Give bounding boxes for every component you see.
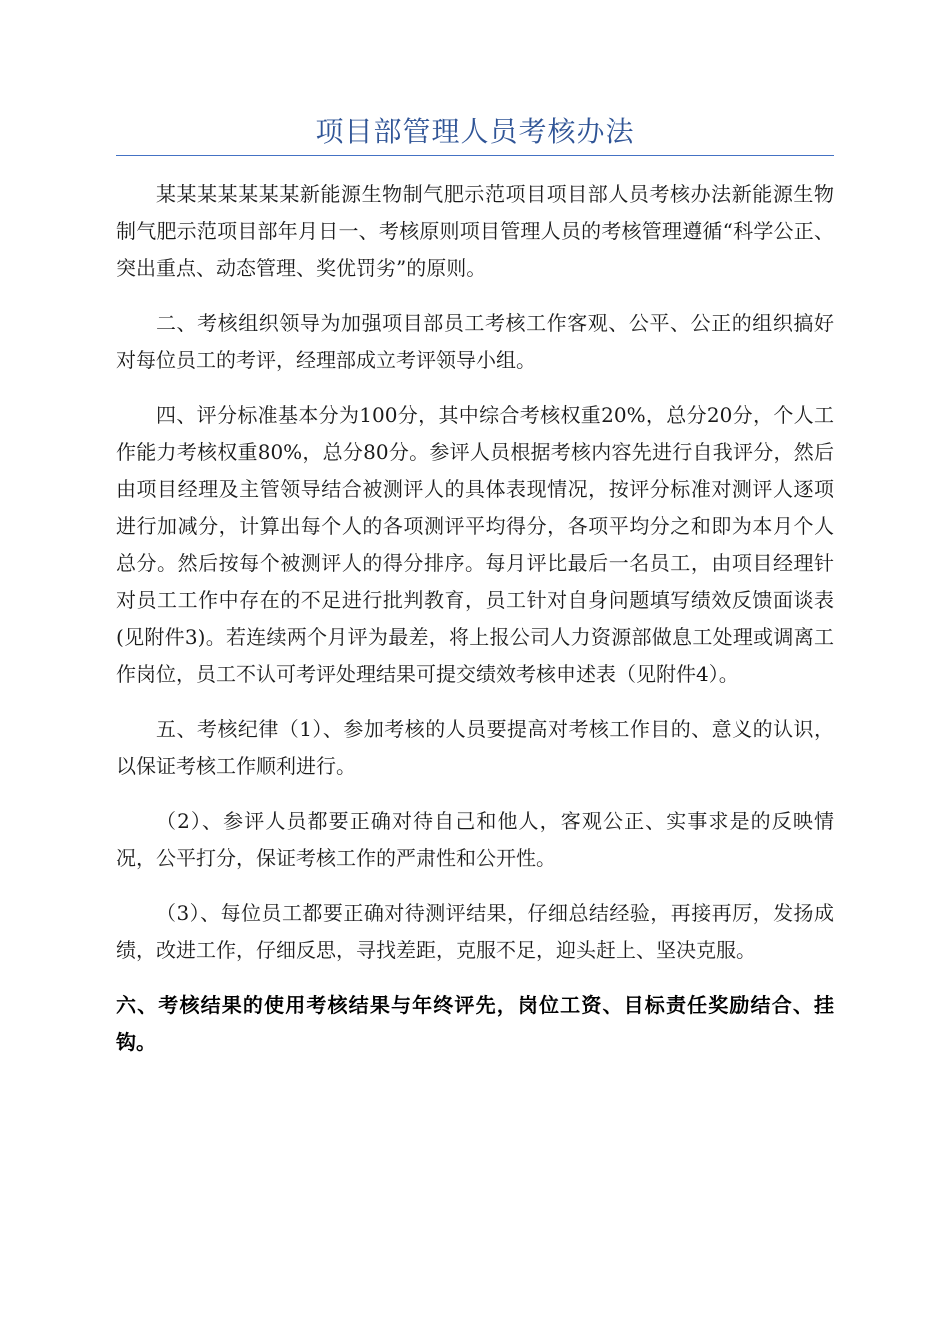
document-body (116, 176, 834, 1079)
paragraph-discipline-3: （3）、每位员工都要正确对待测评结果，仔细总结经验，再接再厉，发扬成绩，改进工作，仔细反思，寻找差距，克服不足，迎头赶上、坚决克服。 (116, 901, 834, 962)
paragraph-discipline-1: 五、考核纪律（1）、参加考核的人员要提高对考核工作目的、意义的认识，以保证考核工作顺利进行。 (116, 717, 834, 778)
title-underline (116, 155, 834, 156)
paragraph-results-usage: 六、考核结果的使用考核结果与年终评先，岗位工资、目标责任奖励结合、挂钩。 (116, 993, 834, 1054)
paragraph-scoring: 四、评分标准基本分为100分，其中综合考核权重20%，总分20分，个人工作能力考核权重80%，总分80分。参评人员根据考核内容先进行自我评分，然后由项目经理及主管领导结合被测评人的具体表现情况，按评分标准对测评人逐项进行加减分，计算出每个人的各项测评平均得分，各项平均分之和即为本月个人总分。然后按每个被测评人的得分排序。每月评比最后一名员工，由项目经理针对员工工作中存在的不足进行批判教育，员工针对自身问题填写绩效反馈面谈表(见附件3)。若连续两个月评为最差，将上报公司人力资源部做息工处理或调离工作岗位，员工不认可考评处理结果可提交绩效考核申述表（见附件4）。 (116, 403, 834, 686)
paragraph-discipline-2: （2）、参评人员都要正确对待自己和他人，客观公正、实事求是的反映情况，公平打分，保证考核工作的严肃性和公开性。 (116, 809, 834, 870)
paragraph-organization: 二、考核组织领导为加强项目部员工考核工作客观、公平、公正的组织搞好对每位员工的考评，经理部成立考评领导小组。 (116, 311, 834, 372)
document-title: 项目部管理人员考核办法 (315, 115, 635, 148)
paragraph-intro: 某某某某某某某新能源生物制气肥示范项目项目部人员考核办法新能源生物制气肥示范项目部年月日一、考核原则项目管理人员的考核管理遵循“科学公正、突出重点、动态管理、奖优罚劣”的原则。 (116, 182, 834, 280)
